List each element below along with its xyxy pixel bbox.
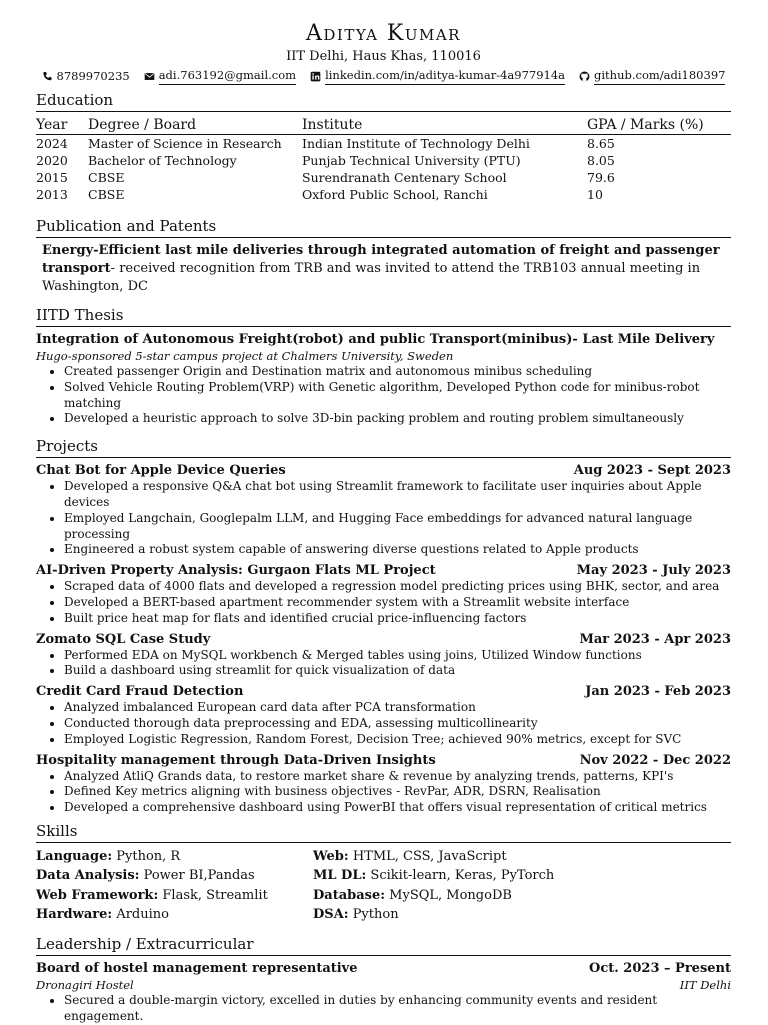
phone-number: 8789970235 (56, 69, 130, 83)
projects-section (36, 437, 731, 816)
leadership-role: Board of hostel management representative (36, 960, 358, 976)
list-item: • Performed EDA on MySQL workbench & Merged tables using joins, Utilized Window functions (64, 648, 731, 664)
list-item: • Scraped data of 4000 flats and developed a regression model predicting prices using BHK, sector, and area (64, 579, 731, 595)
project-date: Aug 2023 - Sept 2023 (573, 463, 731, 479)
cell-year: 2024 (36, 136, 68, 151)
skill-value: Python, R (116, 848, 181, 864)
skill-label: Web: (313, 848, 349, 864)
list-item: • Employed Logistic Regression, Random Forest, Decision Tree; achieved 90% metrics, except for SVC (64, 732, 731, 748)
table-row (36, 135, 731, 153)
skill-label: Web Framework: (36, 887, 159, 903)
project-entry (36, 462, 731, 558)
col-institute: Institute (302, 116, 587, 135)
list-item: • Employed Langchain, Googlepalm LLM, and Hugging Face embeddings for advanced natural language processing (64, 511, 731, 543)
project-title: Chat Bot for Apple Device Queries (36, 463, 286, 479)
envelope-icon (144, 71, 155, 82)
email-contact[interactable] (144, 68, 296, 85)
skill-value: MySQL, MongoDB (389, 887, 512, 903)
cell-gpa: 79.6 (587, 170, 615, 185)
cell-institute: Oxford Public School, Ranchi (302, 187, 488, 202)
project-date: Jan 2023 - Feb 2023 (585, 684, 731, 700)
cell-year: 2013 (36, 187, 68, 202)
list-item: • Created passenger Origin and Destination matrix and autonomous minibus scheduling (64, 364, 731, 380)
cell-institute: Surendranath Centenary School (302, 170, 507, 185)
project-date: May 2023 - July 2023 (576, 563, 731, 579)
list-item: • Build a dashboard using streamlit for quick visualization of data (64, 663, 731, 679)
contact-bar (36, 68, 731, 85)
thesis-subtitle: Hugo-sponsored 5-star campus project at Chalmers University, Sweden (36, 349, 454, 363)
project-title: AI-Driven Property Analysis: Gurgaon Flats ML Project (36, 563, 436, 579)
cell-year: 2015 (36, 170, 68, 185)
resume-header (36, 20, 731, 85)
skill-item (313, 847, 731, 867)
publication-title: Energy-Efficient last mile deliveries through integrated automation of freight and passenger transport (42, 243, 720, 276)
list-item: • Analyzed imbalanced European card data after PCA transformation (64, 700, 731, 716)
publication-section (36, 217, 731, 296)
leadership-heading: Leadership / Extracurricular (36, 935, 731, 956)
thesis-heading: IITD Thesis (36, 306, 731, 327)
skill-item (313, 886, 731, 906)
github-link[interactable]: github.com/adi180397 (594, 68, 725, 85)
linkedin-icon (310, 71, 321, 82)
skill-value: Python (352, 907, 399, 923)
thesis-section (36, 306, 731, 427)
cell-degree: CBSE (88, 187, 125, 202)
skill-value: Flask, Streamlit (162, 887, 268, 903)
leadership-place: IIT Delhi (679, 977, 731, 992)
skill-item (36, 886, 313, 906)
skill-item (36, 847, 313, 867)
project-entry (36, 631, 731, 680)
cell-gpa: 8.05 (587, 153, 615, 168)
project-date: Mar 2023 - Apr 2023 (579, 631, 731, 647)
list-item: • Developed a responsive Q&A chat bot using Streamlit framework to facilitate user inquiries about Apple devices (64, 479, 731, 511)
skill-item (313, 905, 731, 925)
list-item: • Built price heat map for flats and identified crucial price-influencing factors (64, 611, 731, 627)
project-title: Credit Card Fraud Detection (36, 684, 244, 700)
skill-item (36, 866, 313, 886)
skill-label: Hardware: (36, 907, 113, 923)
phone-icon (42, 71, 53, 82)
cell-gpa: 10 (587, 187, 603, 202)
skill-label: DSA: (313, 907, 349, 923)
skill-label: Language: (36, 848, 113, 864)
github-contact[interactable] (579, 68, 725, 85)
cell-institute: Indian Institute of Technology Delhi (302, 136, 530, 151)
phone-contact[interactable] (42, 68, 130, 85)
col-degree: Degree / Board (88, 116, 302, 135)
education-table (36, 116, 731, 203)
cell-gpa: 8.65 (587, 136, 615, 151)
list-item: • Analyzed AtliQ Grands data, to restore market share & revenue by analyzing trends, patterns, KPI's (64, 769, 731, 785)
project-entry (36, 683, 731, 747)
skill-item (36, 905, 313, 925)
project-date: Nov 2022 - Dec 2022 (579, 752, 731, 768)
cell-degree: Bachelor of Technology (88, 153, 237, 168)
candidate-name: Aditya Kumar (306, 21, 461, 46)
education-section (36, 91, 731, 203)
skill-value: Power BI,Pandas (143, 868, 255, 884)
cell-degree: CBSE (88, 170, 125, 185)
skills-heading: Skills (36, 822, 731, 843)
skill-value: Arduino (116, 907, 169, 923)
list-item: • Defined Key metrics aligning with business objectives - RevPar, ADR, DSRN, Realisation (64, 784, 731, 800)
table-row (36, 186, 731, 203)
resume-page (36, 20, 731, 1025)
github-icon (579, 71, 590, 82)
publication-entry (36, 242, 731, 296)
list-item: • Solved Vehicle Routing Problem(VRP) with Genetic algorithm, Developed Python code for minibus-robot matching (64, 380, 731, 412)
table-row (36, 152, 731, 169)
project-entry (36, 562, 731, 626)
list-item: • Developed a comprehensive dashboard using PowerBI that offers visual representation of critical metrics (64, 800, 731, 816)
skill-value: HTML, CSS, JavaScript (352, 848, 507, 864)
table-row (36, 169, 731, 186)
education-header-row (36, 116, 731, 135)
project-title: Zomato SQL Case Study (36, 631, 211, 647)
leadership-section (36, 935, 731, 1025)
skills-section (36, 822, 731, 925)
email-link[interactable]: adi.763192@gmail.com (159, 68, 296, 85)
list-item: • Developed a BERT-based apartment recommender system with a Streamlit website interface (64, 595, 731, 611)
projects-heading: Projects (36, 437, 731, 458)
project-entry (36, 752, 731, 816)
cell-institute: Punjab Technical University (PTU) (302, 153, 521, 168)
list-item: • Conducted thorough data preprocessing and EDA, assessing multicollinearity (64, 716, 731, 732)
leadership-org: Dronagiri Hostel (36, 977, 134, 992)
education-heading: Education (36, 91, 731, 112)
cell-year: 2020 (36, 153, 68, 168)
list-item: • Engineered a robust system capable of answering diverse questions related to Apple products (64, 542, 731, 558)
publication-description: - received recognition from TRB and was invited to attend the TRB103 annual meeting in Washington, DC (42, 261, 701, 294)
cell-degree: Master of Science in Research (88, 136, 282, 151)
skill-label: Database: (313, 887, 386, 903)
leadership-date: Oct. 2023 – Present (589, 960, 731, 976)
list-item: • Developed a heuristic approach to solve 3D-bin packing problem and routing problem simultaneously (64, 411, 731, 427)
skill-value: Scikit-learn, Keras, PyTorch (370, 868, 555, 884)
list-item: • Secured a double-margin victory, excelled in duties by enhancing community events and resident engagement. (64, 993, 731, 1025)
skill-label: Data Analysis: (36, 868, 140, 884)
col-gpa: GPA / Marks (%) (587, 116, 731, 135)
skill-label: ML DL: (313, 868, 367, 884)
skill-item (313, 866, 731, 886)
linkedin-contact[interactable] (310, 68, 565, 85)
thesis-bullets (36, 364, 731, 427)
skills-grid (36, 847, 731, 925)
project-title: Hospitality management through Data-Driven Insights (36, 752, 436, 768)
publication-heading: Publication and Patents (36, 217, 731, 238)
thesis-title: Integration of Autonomous Freight(robot) and public Transport(minibus)- Last Mile Delivery (36, 332, 715, 347)
address: IIT Delhi, Haus Khas, 110016 (286, 49, 481, 64)
col-year: Year (36, 116, 88, 135)
linkedin-link[interactable]: linkedin.com/in/aditya-kumar-4a977914a (325, 68, 565, 85)
